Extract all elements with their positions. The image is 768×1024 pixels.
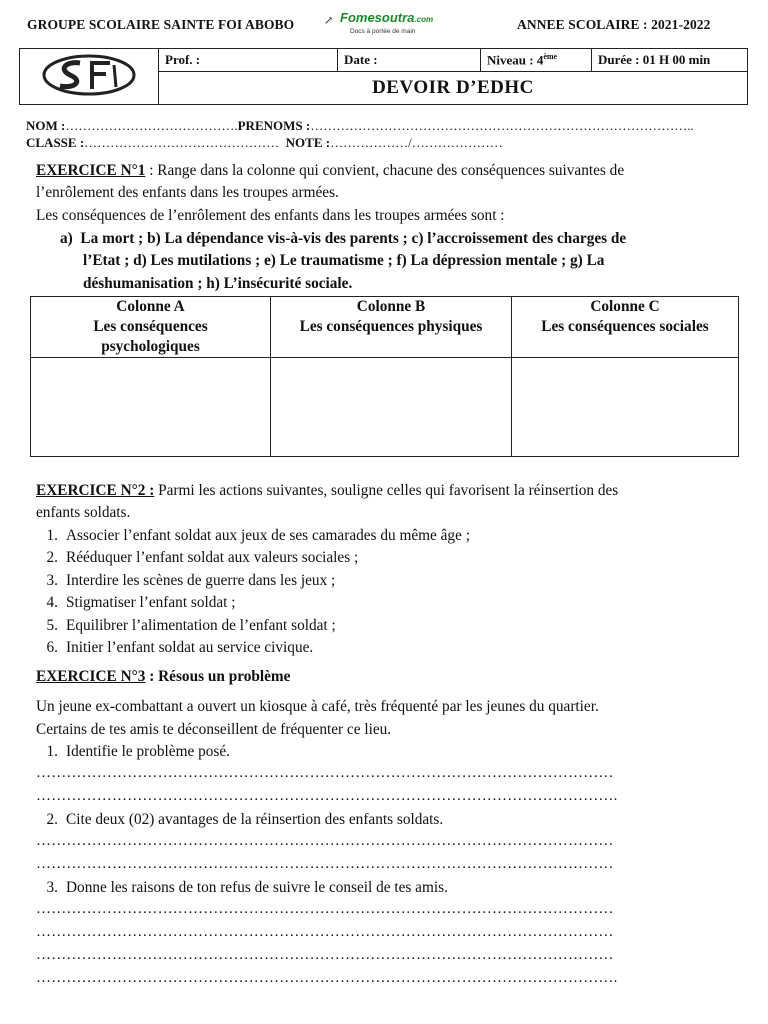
exercise1-intro-line3: Les conséquences de l’enrôlement des enfants dans les troupes armées sont : (36, 207, 505, 224)
column-b-header: Colonne B Les conséquences physiques (271, 297, 512, 358)
question-1: 1. Identifie le problème posé. (46, 743, 230, 760)
swoosh-icon: ↗ (324, 15, 334, 27)
answer-line[interactable]: …………………………………………………………………………………………………… (36, 765, 614, 781)
brand-tagline: Docs à portée de main (350, 28, 416, 35)
prof-field: Prof. : (159, 49, 338, 72)
answer-line[interactable]: …………………………………………………………………………………………………… (36, 924, 614, 940)
question-2: 2. Cite deux (02) avantages de la réinsertion des enfants soldats. (46, 811, 444, 828)
column-c-answer-cell[interactable] (512, 358, 739, 457)
column-c-header: Colonne C Les conséquences sociales (512, 297, 739, 358)
answer-line[interactable]: …………………………………………………………………………………………………… (36, 856, 614, 872)
school-logo-cell (20, 49, 159, 105)
duree-field: Durée : 01 H 00 min (592, 49, 748, 72)
column-a-header: Colonne A Les conséquences psychologiques (31, 297, 271, 358)
student-name-line: NOM :………………………………….PRENOMS :…………………………………………………………………………….. (26, 118, 694, 133)
exercise3-intro-line1: Un jeune ex-combattant a ouvert un kiosque à café, très fréquenté par les jeunes du quartier. (36, 698, 599, 715)
school-name: GROUPE SCOLAIRE SAINTE FOI ABOBO (27, 17, 295, 32)
exercise1-list-line1: a) La mort ; b) La dépendance vis-à-vis des parents ; c) l’accroissement des charges de (60, 230, 627, 247)
date-field: Date : (338, 49, 481, 72)
exercise1-intro-line2: l’enrôlement des enfants dans les troupes armées. (36, 184, 339, 201)
page-title: DEVOIR D’EDHC (159, 72, 748, 105)
exercise3-heading-line: EXERCICE N°3 : Résous un problème (36, 668, 291, 685)
exercise1-intro-line1: EXERCICE N°1 : Range dans la colonne qui convient, chacune des conséquences suivantes de (36, 162, 625, 179)
school-year: ANNEE SCOLAIRE : 2021-2022 (517, 17, 711, 32)
exercise1-list-line2: l’Etat ; d) Les mutilations ; e) Le traumatisme ; f) La dépression mentale ; g) La (83, 252, 605, 269)
question-3: 3. Donne les raisons de ton refus de suivre le conseil de tes amis. (46, 879, 448, 896)
fomesoutra-logo (322, 10, 448, 40)
answer-line[interactable]: …………………………………………………………………………………………………… (36, 833, 614, 849)
exercise1-heading: EXERCICE N°1 (36, 162, 146, 179)
list-item: 4. Stigmatiser l’enfant soldat ; (46, 594, 236, 611)
exercise2-intro-line1: EXERCICE N°2 : Parmi les actions suivantes, souligne celles qui favorisent la réinsertion des (36, 482, 619, 499)
list-item: 3. Interdire les scènes de guerre dans les jeux ; (46, 572, 336, 589)
exercise2-heading: EXERCICE N°2 : (36, 482, 155, 499)
list-item: 2. Rééduquer l’enfant soldat aux valeurs sociales ; (46, 549, 359, 566)
brand-name: Fomesoutra.com (340, 10, 434, 25)
column-b-answer-cell[interactable] (271, 358, 512, 457)
exercise2-intro-line2: enfants soldats. (36, 504, 131, 521)
answer-line[interactable]: …………………………………………………………………………………………………… (36, 901, 614, 917)
answer-line[interactable]: …………………………………………………………………………………………………… (36, 947, 614, 963)
answer-line[interactable]: ……………………………………………………………………………………………………. (36, 970, 618, 986)
student-class-line: CLASSE :……………………………………… NOTE :………………/………………… (26, 135, 503, 150)
classification-table (30, 296, 739, 457)
exercise3-intro-line2: Certains de tes amis te déconseillent de fréquenter ce lieu. (36, 721, 392, 738)
info-box (19, 48, 748, 105)
niveau-field: Niveau : 4ème (481, 49, 592, 72)
list-item: 6. Initier l’enfant soldat au service civique. (46, 639, 314, 656)
exercise3-heading: EXERCICE N°3 (36, 668, 146, 685)
list-item: 1. Associer l’enfant soldat aux jeux de ses camarades du même âge ; (46, 527, 470, 544)
exercise1-list-line3: déshumanisation ; h) L’insécurité sociale. (83, 275, 353, 292)
list-item: 5. Equilibrer l’alimentation de l’enfant soldat ; (46, 617, 336, 634)
column-a-answer-cell[interactable] (31, 358, 271, 457)
answer-line[interactable]: ……………………………………………………………………………………………………. (36, 788, 618, 804)
school-logo-icon (40, 53, 138, 97)
